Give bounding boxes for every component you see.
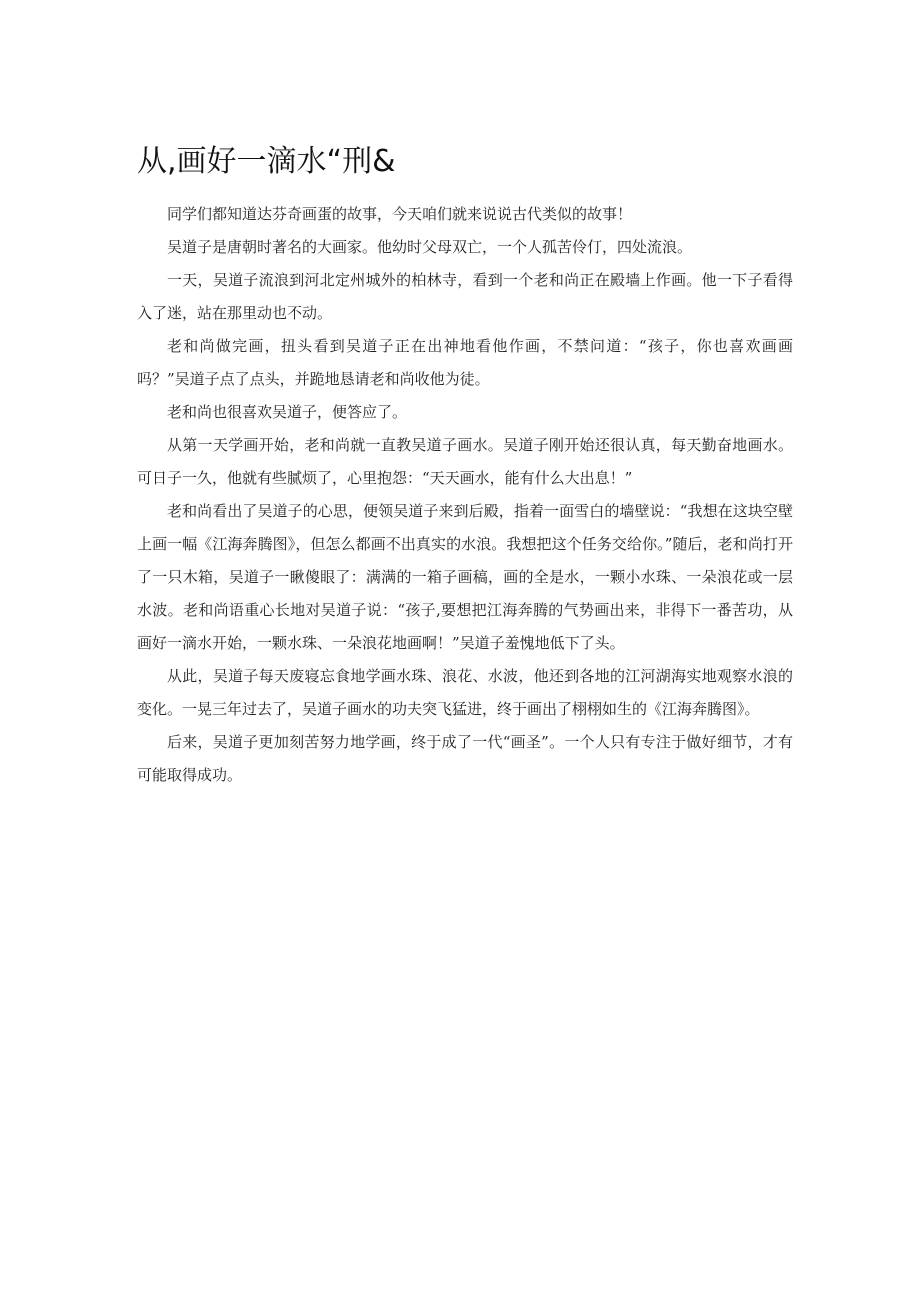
document-body <box>137 198 793 792</box>
paragraph: 同学们都知道达芬奇画蛋的故事，今天咱们就来说说古代类似的故事！ <box>167 205 633 223</box>
paragraph: 老和尚也很喜欢吴道子，便答应了。 <box>167 403 408 421</box>
paragraph: 从此，吴道子每天废寝忘食地学画水珠、浪花、水波，他还到各地的江河湖海实地观察水浪的变化。一晃三年过去了，吴道子画水的功夫突飞猛进，终于画出了栩栩如生的《江海奔腾图》。 <box>137 667 793 718</box>
paragraph: 吴道子是唐朝时著名的大画家。他幼时父母双亡，一个人孤苦伶仃，四处流浪。 <box>167 238 693 256</box>
paragraph: 一天，吴道子流浪到河北定州城外的柏林寺，看到一个老和尚正在殿墙上作画。他一下子看得入了迷，站在那里动也不动。 <box>137 271 793 322</box>
document-title: 从,画好一滴水“刑& <box>137 144 396 179</box>
paragraph: 老和尚做完画，扭头看到吴道子正在出神地看他作画，不禁问道：“孩子，你也喜欢画画吗？”吴道子点了点头，并跪地恳请老和尚收他为徒。 <box>137 337 793 388</box>
paragraph: 从第一天学画开始，老和尚就一直教吴道子画水。吴道子刚开始还很认真，每天勤奋地画水。可日子一久，他就有些腻烦了，心里抱怨：“天天画水，能有什么大出息！” <box>137 436 793 487</box>
paragraph: 老和尚看出了吴道子的心思，便领吴道子来到后殿，指着一面雪白的墙壁说：“我想在这块空壁上画一幅《江海奔腾图》，但怎么都画不出真实的水浪。我想把这个任务交给你。”随后，老和尚打开了一只木箱，吴道子一瞅傻眼了：满满的一箱子画稿，画的全是水，一颗小水珠、一朵浪花或一层水波。老和尚语重心长地对吴道子说：“孩子,要想把江海奔腾的气势画出来，非得下一番苦功，从画好一滴水开始，一颗水珠、一朵浪花地画啊！”吴道子羞愧地低下了头。 <box>137 502 793 652</box>
paragraph: 后来，吴道子更加刻苦努力地学画，终于成了一代“画圣”。一个人只有专注于做好细节，才有可能取得成功。 <box>137 733 793 784</box>
